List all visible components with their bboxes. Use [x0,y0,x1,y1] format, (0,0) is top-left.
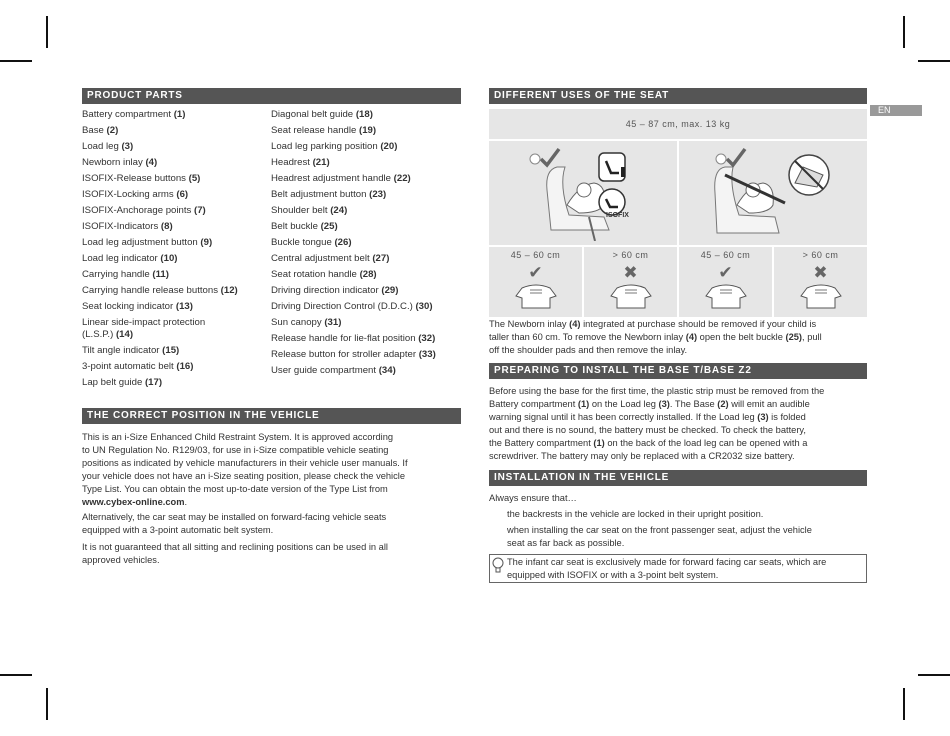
newborn-inlay-icon [799,282,843,310]
part-item: Load leg parking position (20) [271,141,398,152]
part-item: Central adjustment belt (27) [271,253,390,264]
crop-mark [0,674,32,676]
text-line: The Newborn inlay (4) integrated at purchase should be removed if your child is [489,319,817,329]
text-line: your vehicle does not have an i-Size seating position, please check the vehicle [82,470,406,481]
part-item: Load leg indicator (10) [82,253,178,264]
part-item: Release button for stroller adapter (33) [271,349,436,360]
part-item: Tilt angle indicator (15) [82,345,180,356]
crop-mark [918,60,950,62]
parts-list-2 [271,109,461,381]
isofix-label: ISOFIX [606,212,629,219]
part-item: Carrying handle (11) [82,269,169,280]
part-item: Linear side-impact protection (L.S.P.) (14) [82,317,206,340]
part-item: Diagonal belt guide (18) [271,109,373,120]
part-item: Belt buckle (25) [271,221,338,232]
text-line: approved vehicles. [82,554,160,565]
lightbulb-icon [492,557,504,575]
base-paragraph [489,385,871,462]
text-line: off the shoulder pads and then remove the inlay. [489,344,688,355]
text-line: Type List. You can obtain the most up-to-date version of the Type List from [82,483,388,494]
text-line: Battery compartment (1) on the Load leg (3). The Base (2) will emit an audible [489,398,810,409]
part-item: Load leg adjustment button (9) [82,237,213,248]
product-parts-header: PRODUCT PARTS [82,88,461,104]
install-header: INSTALLATION IN THE VEHICLE [489,470,867,486]
text-line: warning signal until it has been correctly installed. If the Load leg (3) is folded [489,411,806,422]
part-item: Headrest adjustment handle (22) [271,173,411,184]
part-item: Driving Direction Control (D.D.C.) (30) [271,301,433,312]
part-item: Carrying handle release buttons (12) [82,285,238,296]
part-item: User guide compartment (34) [271,365,396,376]
text-line: screwdriver. The battery may only be replaced with a CR2032 size battery. [489,450,795,461]
text-line: the Battery compartment (1) on the back of the load leg can be opened with a [489,437,808,448]
text-line: seat as far back as possible. [507,537,625,548]
belt-installation-illustration [707,145,857,241]
language-tab: EN [870,105,922,116]
part-item: ISOFIX-Indicators (8) [82,221,173,232]
part-item: Buckle tongue (26) [271,237,352,248]
position-paragraph-2 [82,511,462,537]
crop-mark [0,60,32,62]
size-label-2: > 60 cm [612,250,649,260]
text-line: It is not guaranteed that all sitting and reclining positions can be used in all [82,542,388,552]
text-line: equipped with ISOFIX or with a 3-point belt system. [507,569,719,580]
website-link[interactable]: www.cybex-online.com [82,496,185,507]
text-line: positions as indicated by vehicle manufacturers in their vehicle user manuals. If [82,457,408,468]
parts-list-1 [82,109,272,393]
newborn-inlay-icon [704,282,748,310]
base-header: PREPARING TO INSTALL THE BASE T/BASE Z2 [489,363,867,379]
part-item: Release handle for lie-flat position (32) [271,333,436,344]
text-line: Before using the base for the first time, the plastic strip must be removed from the [489,386,825,396]
crop-mark [46,16,48,48]
newborn-inlay-icon [514,282,558,310]
install-bullet-1: the backrests in the vehicle are locked in their upright position. [507,509,764,519]
part-item: Seat locking indicator (13) [82,301,193,312]
text-line: The infant car seat is exclusively made for forward facing car seats, which are [507,557,827,567]
part-item: ISOFIX-Anchorage points (7) [82,205,206,216]
check-icon: ✔ [528,263,543,282]
part-item: Sun canopy (31) [271,317,342,328]
part-item: Headrest (21) [271,157,330,168]
text-line: to UN Regulation No. R129/03, for use in i-Size compatible vehicle seating [82,444,389,455]
position-paragraph-3 [82,541,462,567]
position-paragraph-1: This is an i-Size Enhanced Child Restraint System. It is approved according to UN Regulation No. R129/03, for use in i-Size compatible vehicle seating positions as indicated by vehicle manufacturers in their vehicle user manuals. If your vehicle does not have an i-Size seating position, please check the vehicle Type List. You can obtain the most up-to-date version of the Type List from www.cybex-online.com. [82,431,462,508]
part-item: Seat rotation handle (28) [271,269,377,280]
cross-icon: ✖ [813,263,828,282]
isofix-installation-illustration [529,145,674,241]
part-item: Lap belt guide (17) [82,377,163,388]
newborn-inlay-icon [609,282,653,310]
size-label-4: > 60 cm [802,250,839,260]
crop-mark [903,688,905,720]
newborn-inlay-note [489,318,869,357]
crop-mark [903,16,905,48]
range-text: 45 – 87 cm, max. 13 kg [625,119,731,129]
crop-mark [46,688,48,720]
size-label-1: 45 – 60 cm [510,250,561,260]
part-item: Battery compartment (1) [82,109,186,120]
part-item: Belt adjustment button (23) [271,189,387,200]
part-item: Driving direction indicator (29) [271,285,399,296]
crop-mark [918,674,950,676]
tip-box [489,554,867,583]
text-line: Alternatively, the car seat may be installed on forward-facing vehicle seats [82,512,387,522]
part-item: Base (2) [82,125,119,136]
check-icon: ✔ [718,263,733,282]
install-intro: Always ensure that… [489,493,577,503]
part-item: 3-point automatic belt (16) [82,361,194,372]
tip-text [507,556,826,582]
position-header: THE CORRECT POSITION IN THE VEHICLE [82,408,461,424]
text-line: equipped with a 3-point automatic belt system. [82,524,274,535]
size-label-3: 45 – 60 cm [700,250,751,260]
part-item: Load leg (3) [82,141,134,152]
part-item: Seat release handle (19) [271,125,377,136]
text-line: out and there is no sound, the battery must be checked. To check the battery, [489,424,806,435]
uses-header: DIFFERENT USES OF THE SEAT [489,88,867,104]
cross-icon: ✖ [623,263,638,282]
install-bullet-2 [507,524,869,550]
part-item: Shoulder belt (24) [271,205,348,216]
part-item: ISOFIX-Locking arms (6) [82,189,189,200]
part-item: ISOFIX-Release buttons (5) [82,173,201,184]
text-line: This is an i-Size Enhanced Child Restraint System. It is approved according [82,432,394,442]
text-line: taller than 60 cm. To remove the Newborn inlay (4) open the belt buckle (25), pull [489,331,822,342]
uses-table [489,109,867,317]
part-item: Newborn inlay (4) [82,157,158,168]
text-line: when installing the car seat on the front passenger seat, adjust the vehicle [507,525,812,535]
